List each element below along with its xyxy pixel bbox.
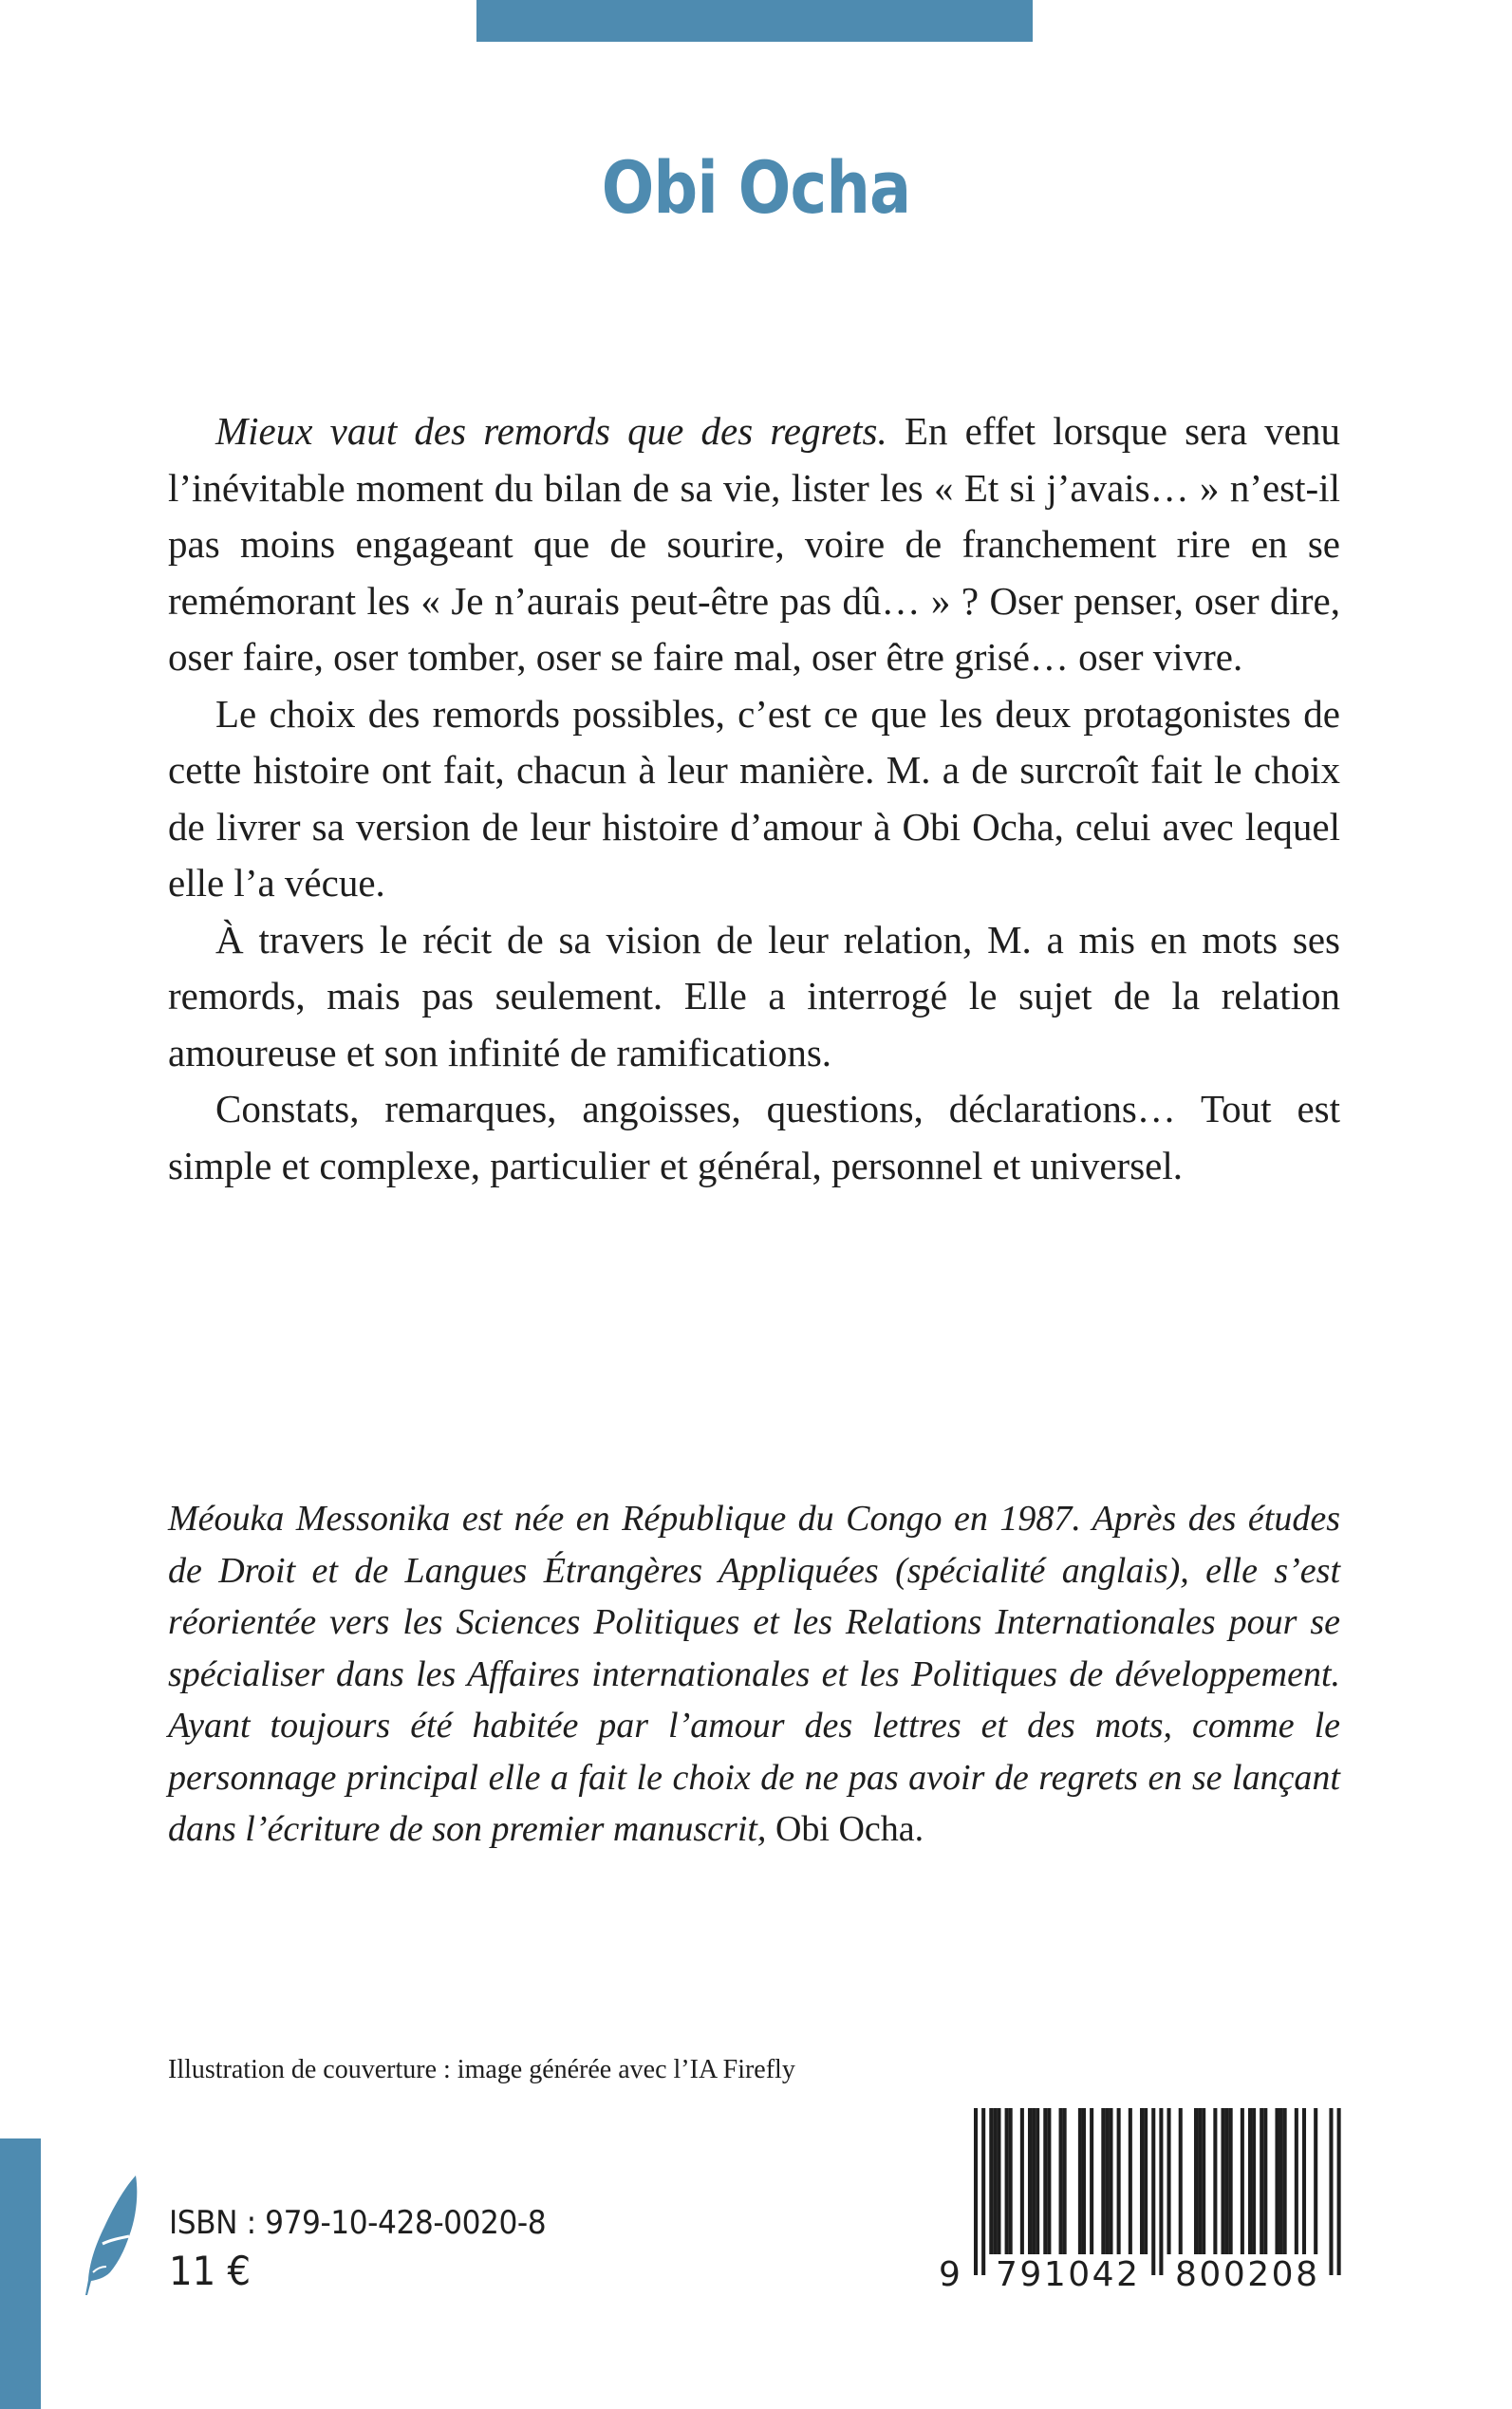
back-cover-blurb [168,403,1340,1194]
cover-illustration-credit: Illustration de couverture : image générée avec l’IA Firefly [168,2055,795,2084]
blurb-paragraph-1 [168,403,1340,686]
blurb-paragraph-3: À travers le récit de sa vision de leur relation, M. a mis en mots ses remords, mais pas seulement. Elle a interrogé le sujet de la relation amoureuse et son infinité de ramifications. [168,917,1340,1074]
side-accent-strip [0,2138,41,2409]
barcode-first-digit: 9 [939,2255,961,2292]
price-label: 11 € [169,2248,252,2294]
top-accent-band [476,0,1033,42]
barcode-right-digits: 800208 [1175,2255,1317,2292]
blurb-paragraph-4: Constats, remarques, angoisses, questions, déclarations… Tout est simple et complexe, particulier et général, personnel et universel. [168,1087,1340,1187]
barcode-left-digits: 791042 [996,2255,1138,2292]
author-bio-text: Méouka Messonika est née en République du Congo en 1987. Après des études de Droit et de Langues Étrangères Appliquées (spécialité anglais), elle s’est réorientée vers les Sciences Politiques et les Relations Internationales pour se spécialiser dans les Affaires internationales et les Politiques de développement. Ayant toujours été habitée par l’amour des lettres et des mots, comme le personnage principal elle a fait le choix de ne pas avoir de regrets en se lançant dans l’écriture de son premier manuscrit, [168,1499,1340,1849]
author-bio [168,1493,1340,1856]
blurb-paragraph-2: Le choix des remords possibles, c’est ce que les deux protagonistes de cette histoire ont fait, chacun à leur manière. M. a de surcroît fait le choix de livrer sa version de leur histoire d’amour à Obi Ocha, celui avec lequel elle l’a vécue. [168,691,1340,905]
book-title: Obi Ocha [601,145,911,230]
blurb-italic-lead: Mieux vaut des remords que des regrets. [215,409,887,453]
isbn-label: ISBN : 979-10-428-0020-8 [169,2204,547,2242]
isbn-barcode [935,2102,1353,2292]
barcode-bars [974,2108,1341,2275]
blurb-paragraph-1-text: En effet lorsque sera venu l’inévitable moment du bilan de sa vie, lister les « Et si j’avais… » n’est-il pas moins engageant que de sourire, voire de franchement rire en se remémorant les « Je n’aurais peut-être pas dû… » ? Oser penser, oser dire, oser faire, oser tomber, oser se faire mal, oser être grisé… oser vivre. [168,409,1341,679]
feather-icon [82,2174,140,2297]
author-bio-book-title: Obi Ocha. [766,1809,924,1849]
